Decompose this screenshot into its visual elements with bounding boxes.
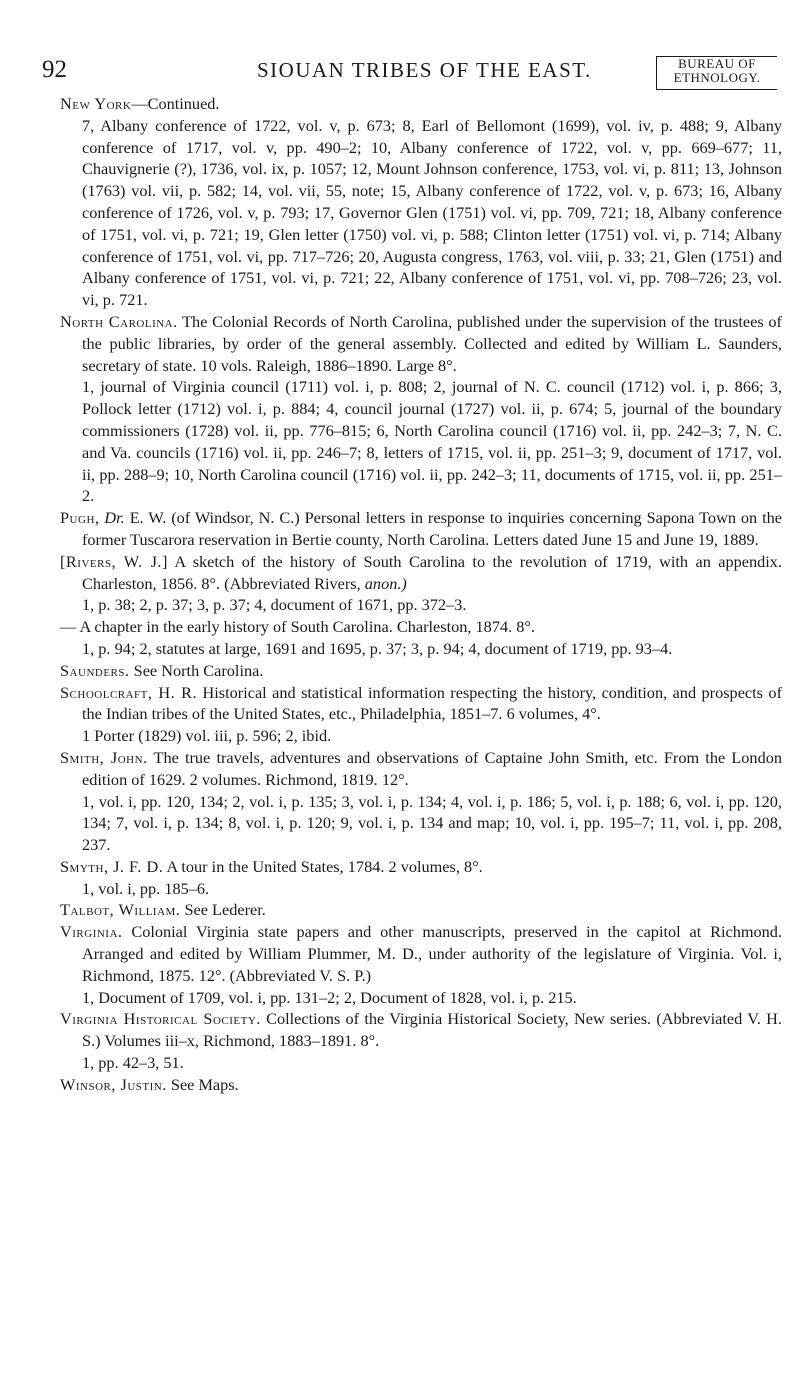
bibliography-entry	[60, 856, 782, 878]
entry-heading: Smith, John.	[60, 747, 148, 767]
entry-references: 1, vol. i, pp. 120, 134; 2, vol. i, p. 135; 3, vol. i, p. 134; 4, vol. i, p. 186; 5, vol. i, p. 188; 6, vol. i, pp. 120, 134; 7, vol. i, p. 134; 8, vol. i, p. 120; 9, vol. i, p. 134 and map; 10, vol. i, pp. 195–7; 11, vol. i, pp. 208, 237.	[82, 791, 782, 855]
bibliography-entry	[60, 616, 782, 638]
entry-heading: Virginia Historical Society.	[60, 1009, 261, 1029]
bibliography-entry	[60, 311, 782, 376]
entry-references: 1, p. 38; 2, p. 37; 3, p. 37; 4, document of 1671, pp. 372–3.	[82, 595, 467, 615]
bureau-label-line2: ETHNOLOGY.	[673, 70, 761, 85]
entry-references: 1, vol. i, pp. 185–6.	[82, 878, 210, 898]
entry-text: See Maps.	[166, 1074, 239, 1094]
entry-heading: Schoolcraft, H. R.	[60, 682, 198, 702]
bibliography-entry	[60, 1074, 782, 1096]
entry-text: Collections of the Virginia Historical Society, New series. (Abbreviated V. H. S.) Volumes iii–x, Richmond, 1883–1891. 8°.	[82, 1009, 782, 1051]
entry-heading: Virginia.	[60, 922, 123, 942]
entry-text: The true travels, adventures and observations of Captaine John Smith, etc. From the London edition of 1629. 2 volumes. Richmond, 1819. 12°.	[82, 747, 782, 789]
bibliography-entry	[60, 660, 782, 682]
bureau-label-line1: BUREAU OF	[678, 56, 756, 71]
entry-heading: New York	[60, 94, 132, 113]
entry-heading: Talbot, William.	[60, 900, 181, 920]
running-title: SIOUAN TRIBES OF THE EAST.	[257, 58, 592, 82]
entry-references: 7, Albany conference of 1722, vol. v, p. 673; 8, Earl of Bellomont (1699), vol. iv, p. 488; 9, Albany conference of 1717, vol. v, pp. 490–2; 10, Albany conference of 1722, vol. v, pp. 669–677; 11, Chauvignerie (?), 1736, vol. ix, p. 1057; 12, Mount Johnson conference, 1753, vol. vi, p. 811; 13, Johnson (1763) vol. vii, p. 582; 14, vol. vii, 55, note; 15, Albany conference of 1722, vol. v, p. 673; 16, Albany conference of 1726, vol. v, p. 793; 17, Governor Glen (1751) vol. vi, pp. 709, 721; 18, Albany conference of 1751, vol. vi, p. 721; 19, Glen letter (1750) vol. vi, p. 588; Clinton letter (1751) vol. vi, p. 714; Albany conference of 1751, vol. vi, pp. 717–726; 20, Augusta congress, 1763, vol. viii, p. 33; 21, Glen (1751) and Albany conference of 1751, vol. vi, p. 721; 22, Albany conference of 1751, vol. vi, pp. 708–726; 23, vol. vi, p. 721.	[82, 115, 782, 310]
entry-heading: Pugh,	[60, 508, 100, 528]
bibliography-entry	[60, 921, 782, 986]
entry-text: E. W. (of Windsor, N. C.) Personal letters in response to inquiries concerning Sapona Town on the former Tuscarora reservation in Bertie county, North Carolina. Letters dated June 15 and June 19, 1889.	[82, 508, 783, 549]
entry-heading: North Carolina.	[60, 311, 178, 331]
entry-text: A tour in the United States, 1784. 2 volumes, 8°.	[163, 856, 483, 876]
bibliography-list	[60, 93, 782, 1096]
bibliography-entry	[60, 1008, 782, 1052]
entry-references: 1, pp. 42–3, 51.	[82, 1053, 184, 1073]
entry-text: See North Carolina.	[129, 660, 264, 680]
entry-heading: Smyth, J. F. D.	[60, 856, 164, 876]
entry-title-italic: Dr.	[99, 508, 125, 528]
entry-heading: Saunders.	[60, 660, 130, 680]
bibliography-entry	[60, 682, 782, 726]
bureau-label	[656, 56, 777, 90]
bibliography-entry	[60, 551, 782, 595]
page-number: 92	[42, 56, 67, 83]
entry-references: 1, journal of Virginia council (1711) vol. i, p. 808; 2, journal of N. C. council (1712) vol. i, p. 866; 3, Pollock letter (1712) vol. i, p. 884; 4, council journal (1727) vol. ii, p. 674; 5, journal of the boundary commissioners (1728) vol. ii, pp. 776–815; 6, North Carolina council (1716) vol. ii, pp. 242–3; 7, N. C. and Va. councils (1716) vol. ii, pp. 246–7; 8, letters of 1715, vol. ii, pp. 251–3; 9, document of 1717, vol. ii, pp. 288–9; 10, North Carolina council (1716) vol. ii, pp. 242–3; 11, documents of 1715, vol. ii, pp. 251–2.	[82, 377, 782, 506]
bibliography-entry	[60, 899, 782, 921]
entry-text: A sketch of the history of South Carolina to the revolution of 1719, with an appendix. Charleston, 1856. 8°. (Abbreviated Rivers,	[82, 551, 782, 593]
entry-text: —Continued.	[131, 94, 220, 113]
entry-text: Historical and statistical information respecting the history, condition, and prospects of the Indian tribes of the United States, etc., Philadelphia, 1851–7. 6 volumes, 4°.	[82, 682, 782, 724]
entry-references: 1, Document of 1709, vol. i, pp. 131–2; 2, Document of 1828, vol. i, p. 215.	[82, 987, 577, 1007]
bibliography-entry	[60, 507, 782, 551]
bibliography-entry	[60, 747, 782, 791]
entry-text: Colonial Virginia state papers and other manuscripts, preserved in the capitol at Richmond. Arranged and edited by William Plummer, M. D., under authority of the legislature of Virginia. Vol. i, Richmond, 1875. 12°. (Abbreviated V. S. P.)	[82, 922, 782, 985]
entry-text: — A chapter in the early history of South Carolina. Charleston, 1874. 8°.	[60, 617, 535, 637]
entry-heading: [Rivers, W. J.]	[60, 551, 168, 571]
entry-heading: Winsor, Justin.	[60, 1074, 167, 1094]
entry-text: The Colonial Records of North Carolina, published under the supervision of the trustees of the public libraries, by order of the general assembly. Collected and edited by William L. Saunders, secretary of state. 10 vols. Raleigh, 1886–1890. Large 8°.	[82, 311, 782, 375]
entry-references: 1 Porter (1829) vol. iii, p. 596; 2, ibid.	[82, 726, 332, 746]
entry-text-italic: anon.)	[360, 573, 407, 593]
page-header	[42, 56, 777, 88]
entry-text: See Lederer.	[180, 900, 266, 920]
entry-references: 1, p. 94; 2, statutes at large, 1691 and 1695, p. 37; 3, p. 94; 4, document of 1719, pp. 93–4.	[82, 638, 673, 658]
bibliography-entry	[60, 93, 782, 115]
